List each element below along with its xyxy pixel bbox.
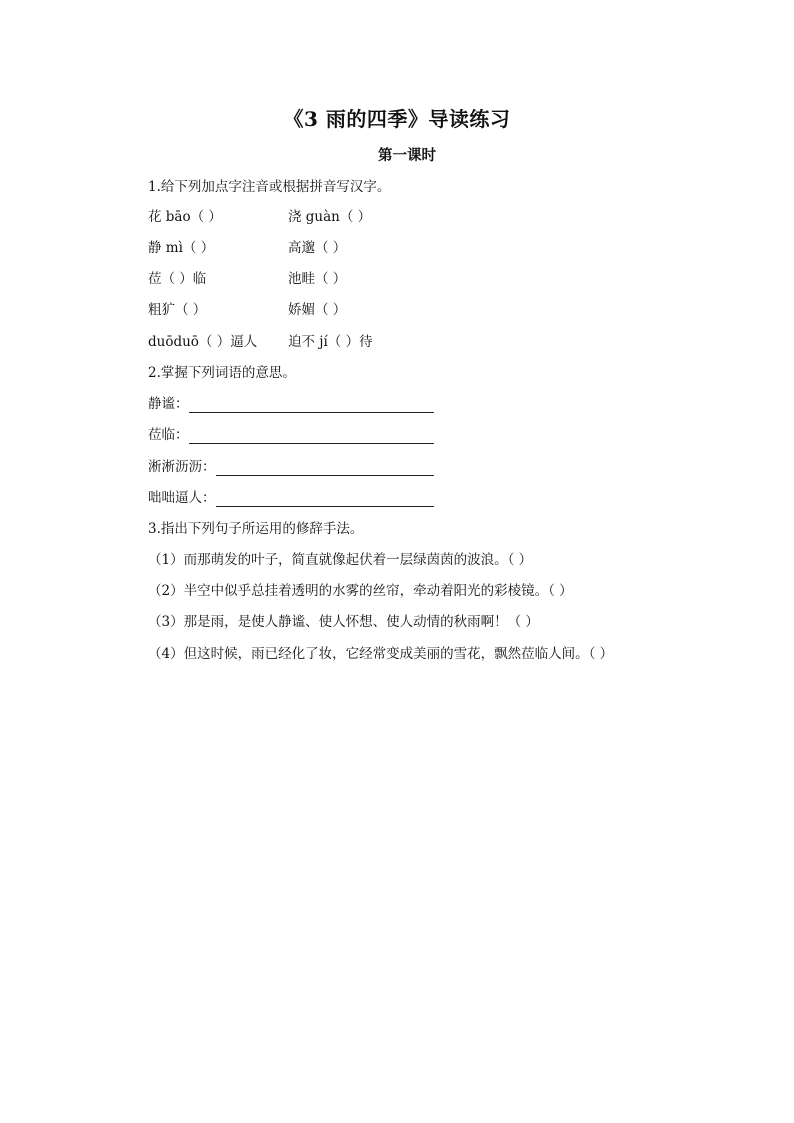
- q1-item-right: 迫不 jí（ ）待: [288, 334, 373, 350]
- q1-item-left: 莅（ ）临: [148, 271, 207, 287]
- q2-item: [148, 458, 434, 476]
- q3-item: （4）但这时候，雨已经化了妆，它经常变成美丽的雪花，飘然莅临人间。（ ）: [148, 646, 614, 662]
- q3-item: （1）而那萌发的叶子，简直就像起伏着一层绿茵茵的波浪。（ ）: [148, 552, 533, 568]
- q2-term: 咄咄逼人：: [148, 490, 216, 506]
- q3-heading: 3.指出下列句子所运用的修辞手法。: [148, 521, 364, 537]
- answer-blank[interactable]: [216, 461, 434, 476]
- q2-term: 淅淅沥沥：: [148, 459, 216, 475]
- q1-item-left: 粗犷（ ）: [148, 302, 207, 318]
- q1-item-left: 静 mì（ ）: [148, 240, 215, 256]
- answer-blank[interactable]: [189, 429, 434, 444]
- q2-item: [148, 426, 434, 444]
- q3-item: （3）那是雨，是使人静谧、使人怀想、使人动情的秋雨啊！（ ）: [148, 614, 539, 630]
- page-title: 《3 雨的四季》导读练习: [283, 107, 511, 131]
- q2-item: [148, 489, 434, 507]
- answer-blank[interactable]: [189, 398, 434, 413]
- q1-heading: 1.给下列加点字注音或根据拼音写汉字。: [148, 179, 391, 195]
- q2-term: 静谧：: [148, 396, 189, 412]
- q1-item-right: 娇媚（ ）: [288, 302, 347, 318]
- q2-item: [148, 395, 434, 413]
- answer-blank[interactable]: [216, 492, 434, 507]
- q1-item-right: 池畦（ ）: [288, 271, 347, 287]
- q1-item-right: 高邈（ ）: [288, 240, 347, 256]
- q1-item-left: duōduō（ ）逼人: [148, 334, 258, 350]
- q1-item-left: 花 bāo（ ）: [148, 209, 222, 225]
- page-subtitle: 第一课时: [378, 147, 436, 164]
- q2-heading: 2.掌握下列词语的意思。: [148, 365, 296, 381]
- q3-item: （2）半空中似乎总挂着透明的水雾的丝帘，牵动着阳光的彩棱镜。（ ）: [148, 583, 573, 599]
- q1-item-right: 浇 guàn（ ）: [288, 209, 372, 225]
- q2-term: 莅临：: [148, 427, 189, 443]
